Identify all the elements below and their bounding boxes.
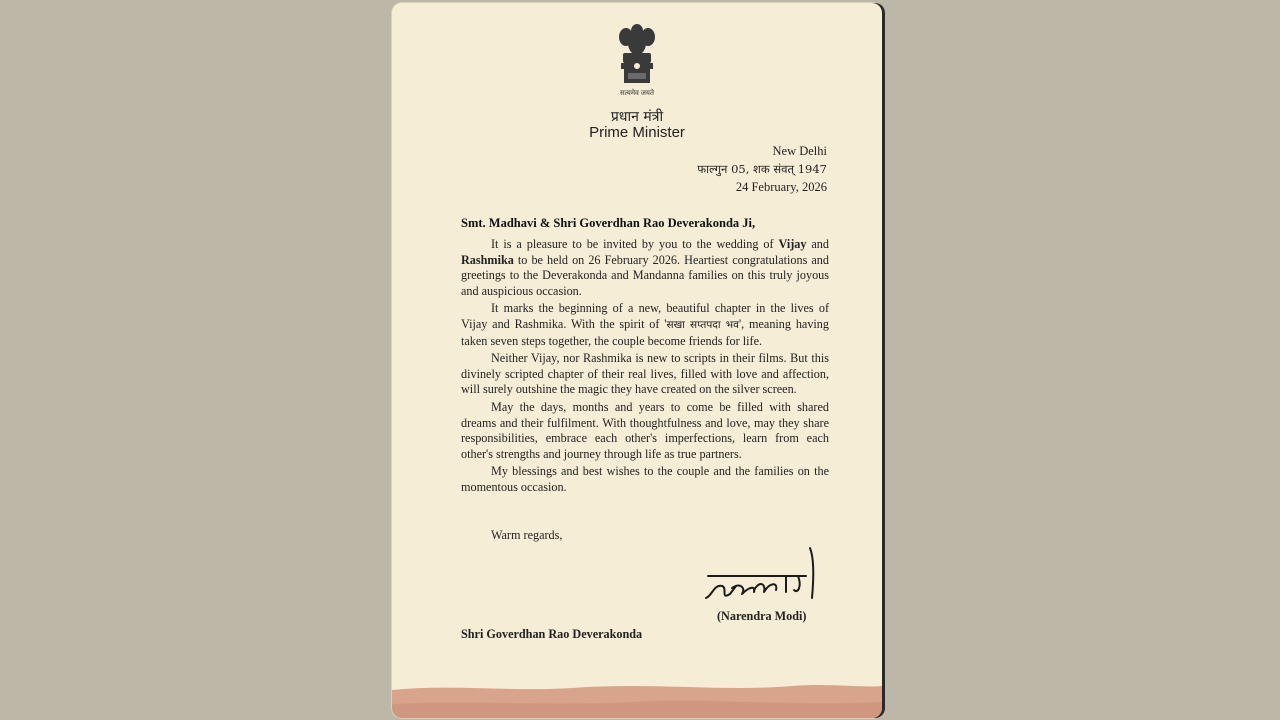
addressee: Shri Goverdhan Rao Deverakonda <box>461 627 643 641</box>
signer-name: (Narendra Modi) <box>717 609 807 623</box>
emblem-motto: सत्यमेव जयते <box>620 89 654 97</box>
paragraph-1: It is a pleasure to be invited by you to the wedding of Vijay and Rashmika to be held on 26 February 2026. Heartiest congratulations and greetings to the Deverakonda and Mandanna families on this truly joyous and auspicious occasion. <box>461 237 829 298</box>
decorative-band <box>392 676 882 718</box>
national-emblem-icon <box>614 21 660 93</box>
letter-body <box>461 237 829 498</box>
closing: Warm regards, <box>491 528 563 542</box>
date-block <box>697 142 827 196</box>
title-hindi: प्रधान मंत्री <box>610 109 664 125</box>
sanskrit-phrase: सखा सप्तपदा भव <box>666 318 739 331</box>
paragraph-3: Neither Vijay, nor Rashmika is new to scripts in their films. But this divinely scripted chapter of their real lives, filled with love and affection, will surely outshine the magic they have created on the silver screen. <box>461 351 829 397</box>
name-vijay: Vijay <box>778 237 807 251</box>
city: New Delhi <box>772 144 827 158</box>
paragraph-2: It marks the beginning of a new, beautiful chapter in the lives of Vijay and Rashmika. With the spirit of 'सखा सप्तपदा भव', meaning having taken seven steps together, the couple become friends for life. <box>461 301 829 348</box>
signature-icon <box>702 546 830 608</box>
paragraph-5: My blessings and best wishes to the couple and the families on the momentous occasion. <box>461 464 829 494</box>
title-english: Prime Minister <box>589 124 685 141</box>
date-english: 24 February, 2026 <box>735 180 827 194</box>
letter-page <box>392 3 882 718</box>
paragraph-4: May the days, months and years to come be filled with shared dreams and their fulfilment. With thoughtfulness and love, may they share responsibilities, embrace each other's imperfections, learn from each other's strengths and journey through life as true partners. <box>461 399 829 461</box>
name-rashmika: Rashmika <box>461 252 514 267</box>
date-hindi: फाल्गुन 05, शक संवत् 1947 <box>697 162 827 176</box>
salutation: Smt. Madhavi & Shri Goverdhan Rao Deverakonda Ji, <box>461 216 756 230</box>
